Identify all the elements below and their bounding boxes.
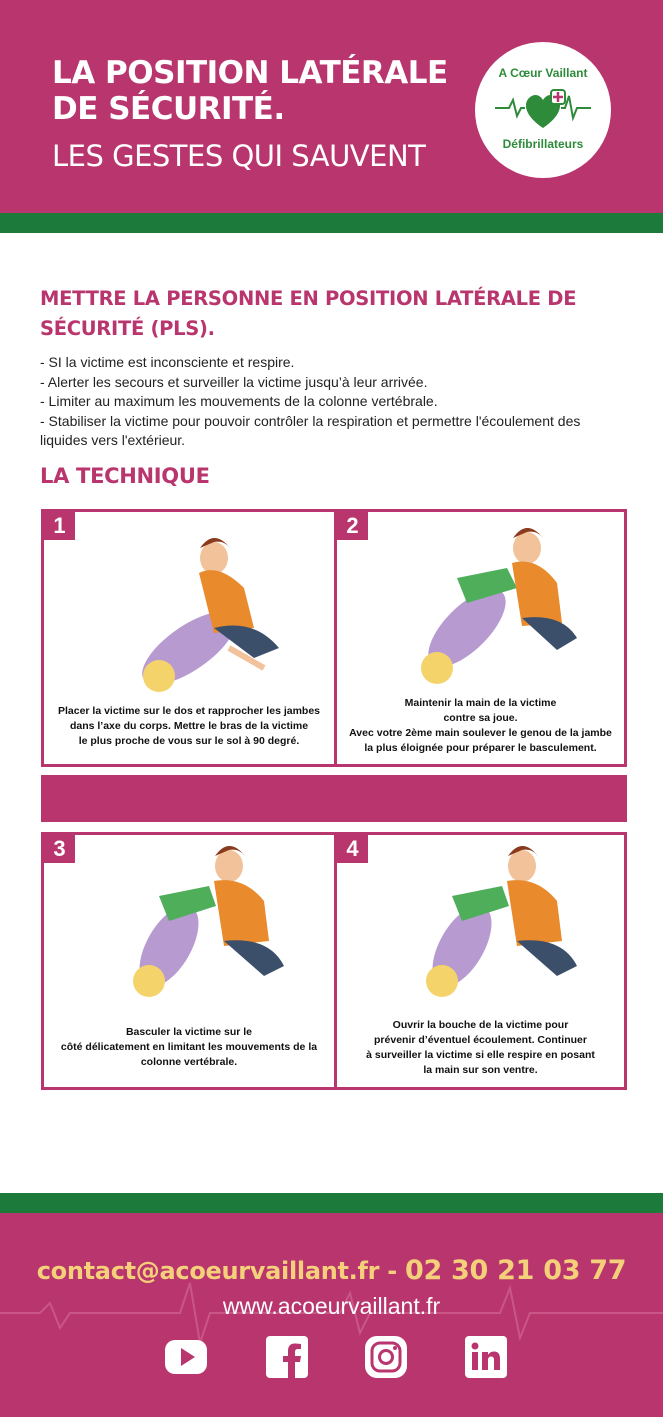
step-card-1 [44,512,334,764]
website-link[interactable]: www.acoeurvaillant.fr [222,1293,441,1319]
facebook-icon[interactable] [265,1335,309,1379]
caption-line: Placer la victime sur le dos et rapprocher les jambes [57,705,321,717]
header-banner [0,0,663,213]
step-caption [50,1025,328,1070]
logo-bottom-text: Défibrillateurs [502,137,584,151]
caption-line: dans l’axe du corps. Mettre le bras de la victime [69,720,309,732]
title-line-1: LA POSITION LATÉRALE [52,55,448,91]
caption-line: le plus proche de vous sur le sol à 90 degré. [78,735,300,747]
step-card-4 [334,835,624,1087]
page-title [52,55,448,127]
footer [0,1213,663,1417]
logo-top-text: A Cœur Vaillant [498,66,588,80]
list-item: - Limiter au maximum les mouvements de la colonne vertébrale. [40,393,438,409]
list-item: - Stabiliser la victime pour pouvoir contrôler la respiration et permettre l'écoulement des liquides vers l'extérieur. [40,412,581,448]
monitor-breathing-illustration [397,841,577,1021]
caption-line: prévenir d’éventuel écoulement. Continuer [374,1034,587,1046]
footer-green-stripe [0,1193,663,1213]
brand-logo [475,42,611,178]
youtube-icon[interactable] [164,1335,208,1379]
steps-row-2 [41,832,627,1090]
caption-line: la main sur son ventre. [423,1064,538,1076]
caption-line: Avec votre 2ème main soulever le genou de la jambe [349,727,612,739]
caption-line: Ouvrir la bouche de la victime pour [392,1019,569,1031]
phone-link[interactable]: 02 30 21 03 77 [404,1255,627,1286]
step-number: 1 [44,512,75,540]
caption-line: colonne vertébrale. [140,1056,238,1068]
raise-knee-illustration [397,518,577,698]
step-card-2 [334,512,624,764]
section-title: METTRE LA PERSONNE EN POSITION LATÉRALE DE SÉCURITÉ (PLS). [40,287,577,340]
caption-line: Basculer la victime sur le [125,1026,253,1038]
heart-cross-ecg-icon [495,82,591,132]
instagram-icon[interactable] [364,1335,408,1379]
step-caption [50,704,328,749]
page-subtitle: LES GESTES QUI SAUVENT [52,139,426,173]
technique-heading: LA TECHNIQUE [40,464,210,488]
bullet-list [40,353,630,451]
caption-line: Maintenir la main de la victime [404,697,557,709]
email-link[interactable]: contact@acoeurvaillant.fr [36,1257,380,1285]
step-number: 3 [44,835,75,863]
header-green-stripe [0,213,663,233]
step-number: 2 [337,512,368,540]
step-caption [343,1018,618,1078]
divider-band [41,775,627,822]
linkedin-icon[interactable] [464,1335,508,1379]
caption-line: côté délicatement en limitant les mouvements de la [60,1041,318,1053]
title-line-2: DE SÉCURITÉ. [52,91,285,127]
caption-line: à surveiller la victime si elle respire en posant [366,1049,595,1061]
separator: - [387,1257,397,1285]
list-item: - SI la victime est inconsciente et respire. [40,354,295,370]
step-caption [343,696,618,756]
steps-row-1 [41,509,627,767]
caption-line: contre sa joue. [443,712,518,724]
caption-line: la plus éloignée pour préparer le basculement. [364,742,597,754]
roll-victim-illustration [104,841,284,1021]
list-item: - Alerter les secours et surveiller la victime jusqu’à leur arrivée. [40,373,428,390]
step-number: 4 [337,835,368,863]
contact-line [0,1255,663,1286]
victim-on-back-illustration [104,518,284,698]
step-card-3 [44,835,334,1087]
